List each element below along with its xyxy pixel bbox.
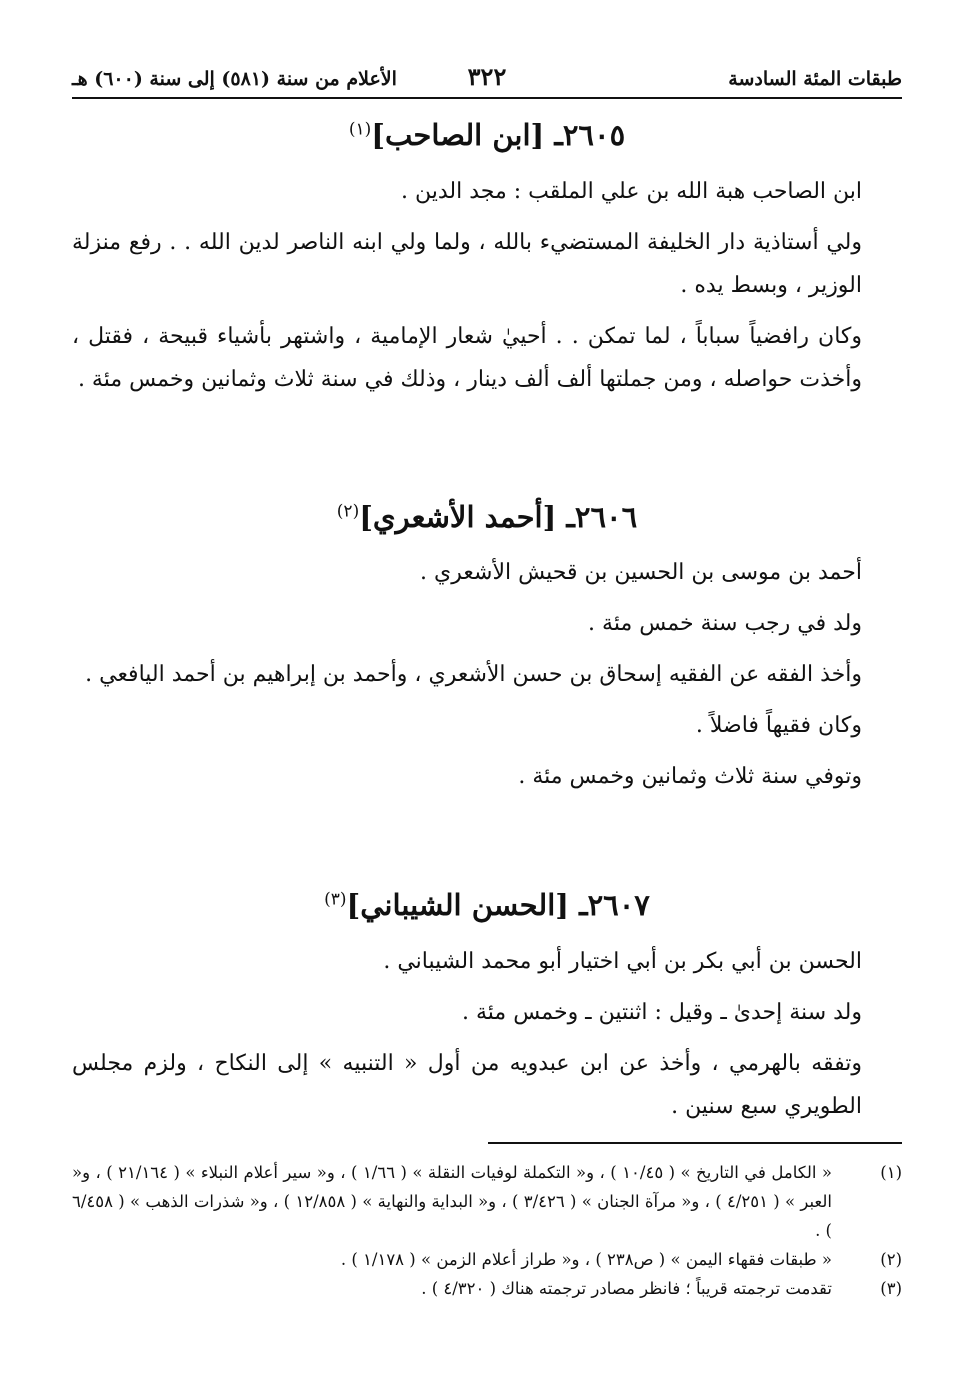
paragraph: ولي أستاذية دار الخليفة المستضيء بالله ، ولما ولي ابنه الناصر لدين الله . . رفع منزلة الوزير ، وبسط يده . <box>72 230 862 298</box>
paragraph: وتوفي سنة ثلاث وثمانين وخمس مئة . <box>518 764 862 789</box>
paragraph: وأخذ الفقه عن الفقيه إسحاق بن حسن الأشعري ، وأحمد بن إبراهيم بن أحمد اليافعي . <box>85 662 862 687</box>
footnote-number: (١) <box>880 1163 902 1182</box>
header-section-title: طبقات المئة السادسة <box>728 68 902 90</box>
footnote <box>72 1274 902 1303</box>
header-range-title: الأعلام من سنة (٥٨١) إلى سنة (٦٠٠) هـ <box>72 68 397 90</box>
footnote-number: (٣) <box>880 1279 902 1298</box>
header-rule <box>72 97 902 99</box>
footnote-text: « طبقات فقهاء اليمن » ( ص٢٣٨ ) ، و« طراز أعلام الزمن » ( ١/١٧٨ ) . <box>340 1250 832 1269</box>
entry-title: ٢٦٠٧ـ [الحسن الشيباني] <box>346 888 650 922</box>
paragraph: أحمد بن موسى بن الحسين بن قحيش الأشعري . <box>420 560 862 585</box>
entry-heading-2606 <box>72 500 902 534</box>
footnote-ref: (٢) <box>336 501 360 522</box>
entry-heading-2605 <box>72 118 902 152</box>
page-number: ٣٢٢ <box>467 62 507 91</box>
footnote-text: تقدمت ترجمته قريباً ؛ فانظر مصادر ترجمته هناك ( ٤/٣٢٠ ) . <box>421 1279 832 1298</box>
footnote-ref: (١) <box>348 119 372 140</box>
entry-title: ٢٦٠٥ـ [ابن الصاحب] <box>371 118 626 152</box>
footnote-text: « الكامل في التاريخ » ( ١٠/٤٥ ) ، و« التكملة لوفيات النقلة » ( ١/٦٦ ) ، و« سير أعلام النبلاء » ( ٢١/١٦٤ ) ، و« العبر » ( ٤/٢٥١ ) ، و« مرآة الجنان » ( ٣/٤٢٦ ) ، و« البداية والنهاية » ( ١٢/٨٥٨ ) ، و« شذرات الذهب » ( ٦/٤٥٨ ) . <box>72 1163 833 1240</box>
footnote-ref: (٣) <box>324 889 347 910</box>
footnotes <box>72 1158 902 1303</box>
entry-title: ٢٦٠٦ـ [أحمد الأشعري] <box>359 500 638 534</box>
entry-body-2605 <box>72 170 902 401</box>
footnote <box>72 1158 902 1245</box>
paragraph: ولد سنة إحدىٰ ـ وقيل : اثنتين ـ وخمس مئة . <box>462 1000 862 1025</box>
footnote-rule <box>488 1142 902 1144</box>
paragraph: وكان فقيهاً فاضلاً . <box>695 713 862 738</box>
entry-body-2606 <box>72 551 902 798</box>
footnote-number: (٢) <box>880 1250 902 1269</box>
running-header <box>72 62 902 96</box>
entry-heading-2607 <box>72 888 902 922</box>
paragraph: الحسن بن أبي بكر بن أبي اختيار أبو محمد الشيباني . <box>383 949 862 974</box>
entry-body-2607 <box>72 940 902 1128</box>
paragraph: ابن الصاحب هبة الله بن علي الملقب : مجد الدين . <box>401 179 862 204</box>
paragraph: وكان رافضياً سباباً ، لما تمكن . . أحييٰ شعار الإمامية ، واشتهر بأشياء قبيحة ، فقتل ، وأخذت حواصله ، ومن جملتها ألف ألف دينار ، وذلك في سنة ثلاث وثمانين وخمس مئة . <box>72 324 863 392</box>
paragraph: ولد في رجب سنة خمس مئة . <box>588 611 862 636</box>
paragraph: وتفقه بالهرمي ، وأخذ عن ابن عبدويه من أول « التنبيه » إلى النكاح ، ولزم مجلس الطويري سبع سنين . <box>72 1051 862 1119</box>
footnote <box>72 1245 902 1274</box>
